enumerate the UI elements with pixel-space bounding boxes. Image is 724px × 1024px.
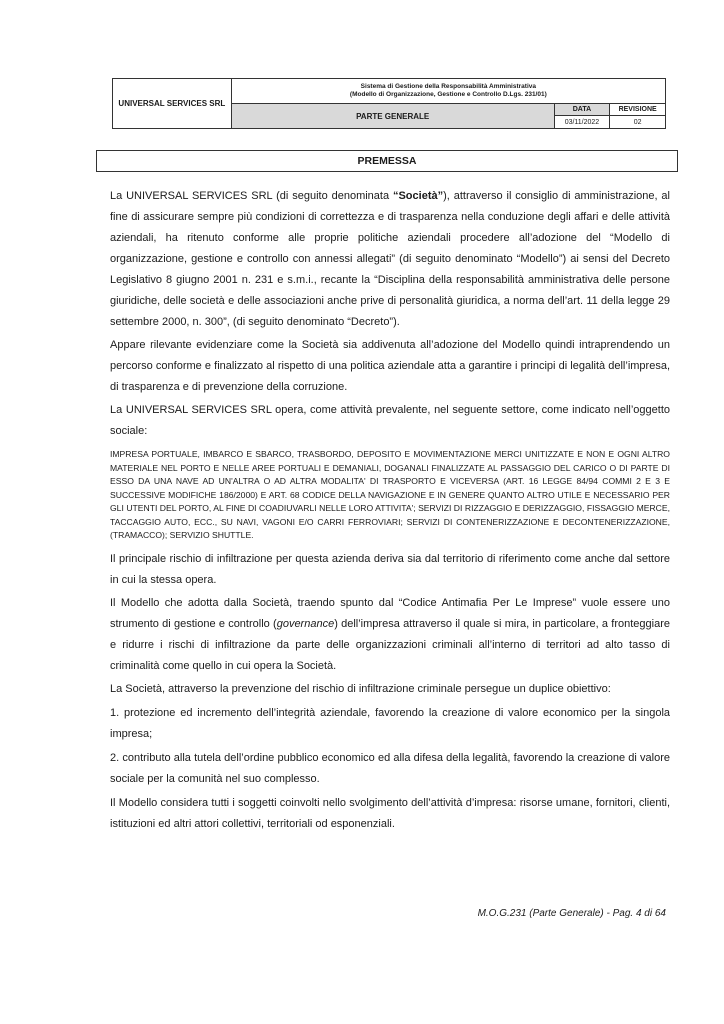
list-item-objective-2: 2. contributo alla tutela dell’ordine pubblico economico ed alla difesa della legalità, favorendo la creazione di valore sociale per la comunità nel suo complesso. (110, 751, 670, 785)
model-text-1: Il Modello che adotta dalla Società, traendo spunto dal “Codice Antimafia Per Le Imprese” vuole essere uno strumento di gestione e controllo ( (110, 596, 670, 630)
system-title-line1: Sistema di Gestione della Responsabilità Amministrativa (360, 83, 536, 90)
paragraph-corporate-purpose: IMPRESA PORTUALE, IMBARCO E SBARCO, TRASBORDO, DEPOSITO E MOVIMENTAZIONE MERCI UNITIZZATE E NON E OGNI ALTRO MATERIALE NEL PORTO E NELLE AREE PORTUALI E DEMANIALI, DOGANALI FINALIZZATE AL PASSAGGIO DEL CARICO O DI PARTE DI ESSO DA UNA NAVE AD UN'ALTRA O AD ALTRA MODALITA' DI TRASPORTO E VICEVERSA (ART. 16 LEGGE 84/94 COMMI 2 E 3 E SUCCESSIVE MODIFICHE 186/2000) E ART. 68 CODICE DELLA NAVIGAZIONE E IN GENERE QUANTO ALTRO UTILE E NECESSARIO PER GLI UTENTI DEL PORTO, AL FINE DI COADIUVARLI NELLE LORO ATTIVITA'; SERVIZI DI RIZZAGGIO E DERIZZAGGIO, FISSAGGIO MERCE, TACCAGGIO AUTO, ECC., SU NAVI, VAGONI E/O CARRI FERROVIARI; SERVIZI DI CONTENERIZZAZIONE E DECONTENERIZZAZIONE, (TRAMACCO); SERVIZIO SHUTTLE. (110, 449, 670, 540)
intro-text-2: ), attraverso il consiglio di amministrazione, al fine di assicurare sempre più condizioni di correttezza e di trasparenza nella conduzione degli affari e delle attività aziendali, ha ritenuto conforme alle proprie politiche aziendali procedere all’adozione del “Modello di organizzazione, gestione e controllo con annessi allegati” (di seguito denominato “Modello”) ai sensi del Decreto Legislativo 8 giugno 2001 n. 231 e s.m.i., recante la “Disciplina della responsabilità amministrativa delle persone giuridiche, delle società e delle associazioni anche prive di personalità giuridica, a norma dell’art. 11 della legge 29 settembre 2000, n. 300”, (di seguito denominato “Decreto”). (110, 190, 670, 328)
section-name: PARTE GENERALE (231, 104, 554, 129)
section-title-box (96, 150, 678, 172)
company-name: UNIVERSAL SERVICES SRL (113, 79, 232, 129)
system-title (231, 79, 665, 104)
paragraph-risk: Il principale rischio di infiltrazione per questa azienda deriva sia dal territorio di riferimento come anche dal settore in cui la stessa opera. (110, 552, 670, 586)
model-text-italic: governance (276, 617, 335, 630)
date-value: 03/11/2022 (554, 116, 610, 129)
model-text-2: ) dell’impresa attraverso il quale si mira, in particolare, a fronteggiare e ridurre i rischi di infiltrazione da parte delle organizzazioni criminali all’interno di territori ad alto tasso di criminalità come quello in cui opera la Società. (110, 617, 670, 672)
section-title: PREMESSA (357, 155, 417, 167)
paragraph-objective: La Società, attraverso la prevenzione del rischio di infiltrazione criminale persegue un duplice obiettivo: (110, 682, 611, 695)
date-label: DATA (554, 104, 610, 116)
paragraph-relevance: Appare rilevante evidenziare come la Società sia addivenuta all’adozione del Modello quindi intraprendendo un percorso conforme e finalizzato al rispetto di una politica aziendale atta a garantire i principi di legalità dell’impresa, di trasparenza e di prevenzione della corruzione. (110, 339, 670, 393)
paragraph-model (110, 593, 670, 677)
page-footer: M.O.G.231 (Parte Generale) - Pag. 4 di 64 (477, 908, 666, 919)
paragraph-sector: La UNIVERSAL SERVICES SRL opera, come attività prevalente, nel seguente settore, come indicato nell’oggetto sociale: (110, 404, 670, 437)
paragraph-stakeholders: Il Modello considera tutti i soggetti coinvolti nello svolgimento dell’attività d’impresa: risorse umane, fornitori, clienti, istituzioni ed altri attori collettivi, territoriali od esponenziali. (110, 796, 670, 830)
document-header-table (112, 78, 666, 129)
document-body (110, 186, 670, 835)
revision-label: REVISIONE (610, 104, 666, 116)
paragraph-intro (110, 186, 670, 333)
list-item-objective-1: 1. protezione ed incremento dell’integrità aziendale, favorendo la creazione di valore economico per la singola impresa; (110, 706, 670, 740)
revision-value: 02 (610, 116, 666, 129)
intro-text-bold: “Società” (392, 190, 444, 202)
intro-text-1: La UNIVERSAL SERVICES SRL (di seguito denominata (110, 190, 393, 202)
system-title-line2: (Modello di Organizzazione, Gestione e Controllo D.Lgs. 231/01) (349, 91, 547, 98)
